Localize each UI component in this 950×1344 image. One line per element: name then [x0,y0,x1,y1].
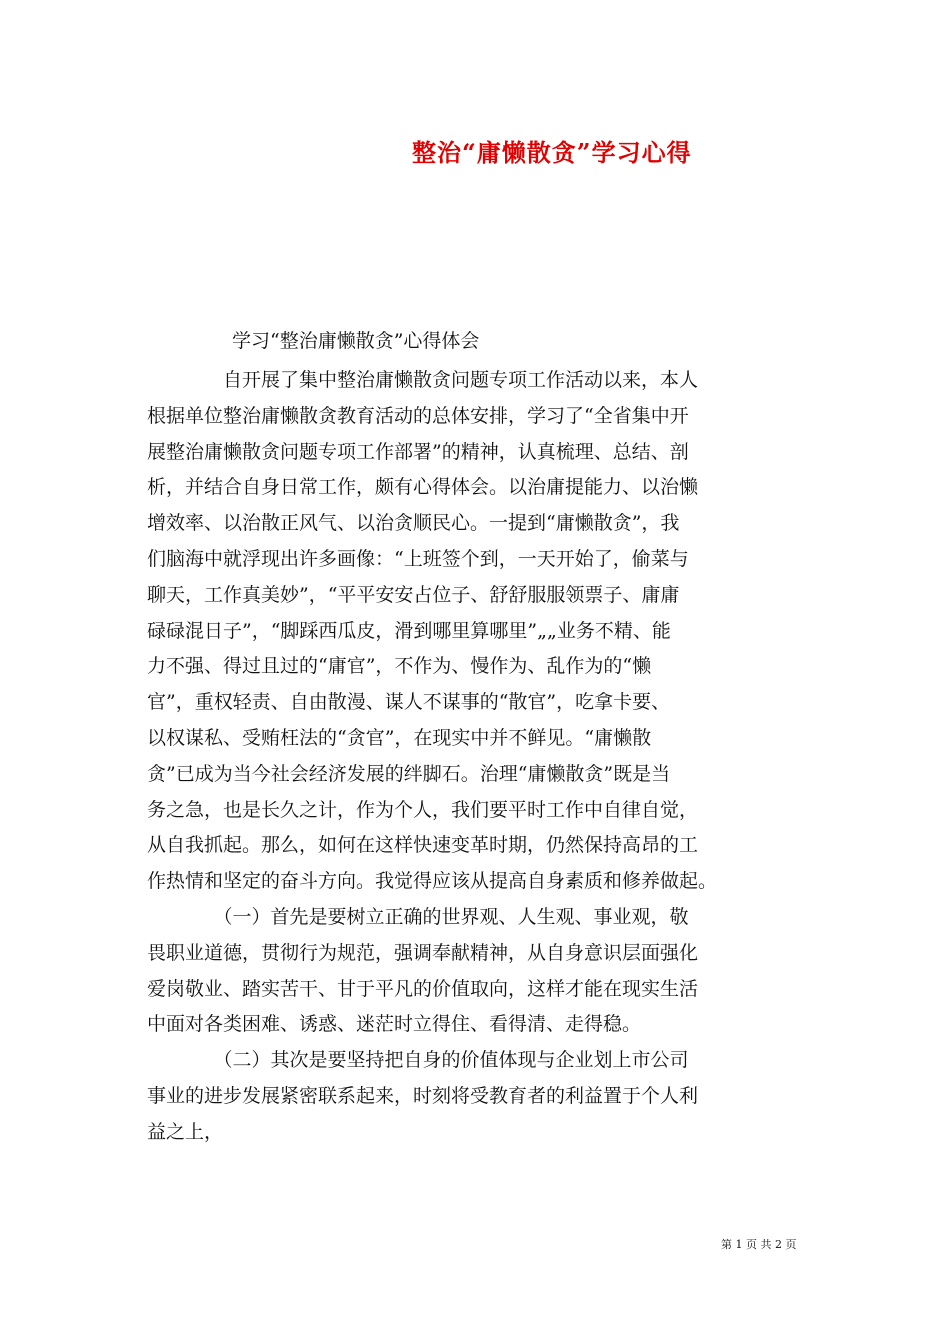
text-line: 爱岗敬业、踏实苦干、甘于平凡的价值取向，这样才能在现实生活 [147,977,699,1000]
paragraph-2 [147,900,805,1043]
text-line: （二）其次是要坚持把自身的价值体现与企业划上市公司 [147,1049,689,1072]
text-line: 中面对各类困难、诱惑、迷茫时立得住、看得清、走得稳。 [147,1013,642,1036]
text-line: 作热情和坚定的奋斗方向。我觉得应该从提高自身素质和修养做起。 [147,870,718,893]
text-line: 务之急，也是长久之计，作为个人，我们要平时工作中自律自觉， [147,798,699,821]
text-line: 析，并结合自身日常工作，颇有心得体会。以治庸提能力、以治懒 [147,476,699,499]
text-line: 根据单位整治庸懒散贪教育活动的总体安排，学习了“全省集中开 [147,404,689,427]
text-line: 展整治庸懒散贪问题专项工作部署”的精神，认真梳理、总结、剖 [147,440,689,463]
text-line: 聊天，工作真美妙”，“平平安安占位子、舒舒服服领票子、庸庸 [147,583,680,606]
text-line: 自开展了集中整治庸懒散贪问题专项工作活动以来，本人 [147,369,699,391]
paragraph-3 [147,1043,805,1150]
document-subtitle: 学习“整治庸懒散贪”心得体会 [232,330,480,352]
page-number: 第 1 页 共 2 页 [721,1238,797,1251]
text-line: 益之上， [147,1120,224,1143]
text-line: 碌碌混日子”，“脚踩西瓜皮，滑到哪里算哪里”„„业务不精、能 [147,619,671,642]
text-line: 们脑海中就浮现出许多画像：“上班签个到，一天开始了，偷菜与 [147,547,689,570]
text-line: 以权谋私、受贿枉法的“贪官”，在现实中并不鲜见。“庸懒散 [147,726,652,749]
text-line: 从自我抓起。那么，如何在这样快速变革时期，仍然保持高昂的工 [147,834,699,857]
text-line: 力不强、得过且过的“庸官”，不作为、慢作为、乱作为的“懒 [147,655,652,678]
document-body [147,363,805,1151]
text-line: （一）首先是要树立正确的世界观、人生观、事业观，敬 [147,905,689,928]
text-line: 增效率、以治散正风气、以治贪顺民心。一提到“庸懒散贪”，我 [147,512,680,535]
paragraph-1 [147,363,805,900]
document-title: 整治“庸懒散贪”学习心得 [412,138,692,167]
text-line: 官”，重权轻责、自由散漫、谋人不谋事的“散官”，吃拿卡要、 [147,691,671,714]
text-line: 畏职业道德，贯彻行为规范，强调奉献精神，从自身意识层面强化 [147,941,699,964]
text-line: 贪”已成为当今社会经济发展的绊脚石。治理“庸懒散贪”既是当 [147,762,671,785]
text-line: 事业的进步发展紧密联系起来，时刻将受教育者的利益置于个人利 [147,1084,699,1107]
